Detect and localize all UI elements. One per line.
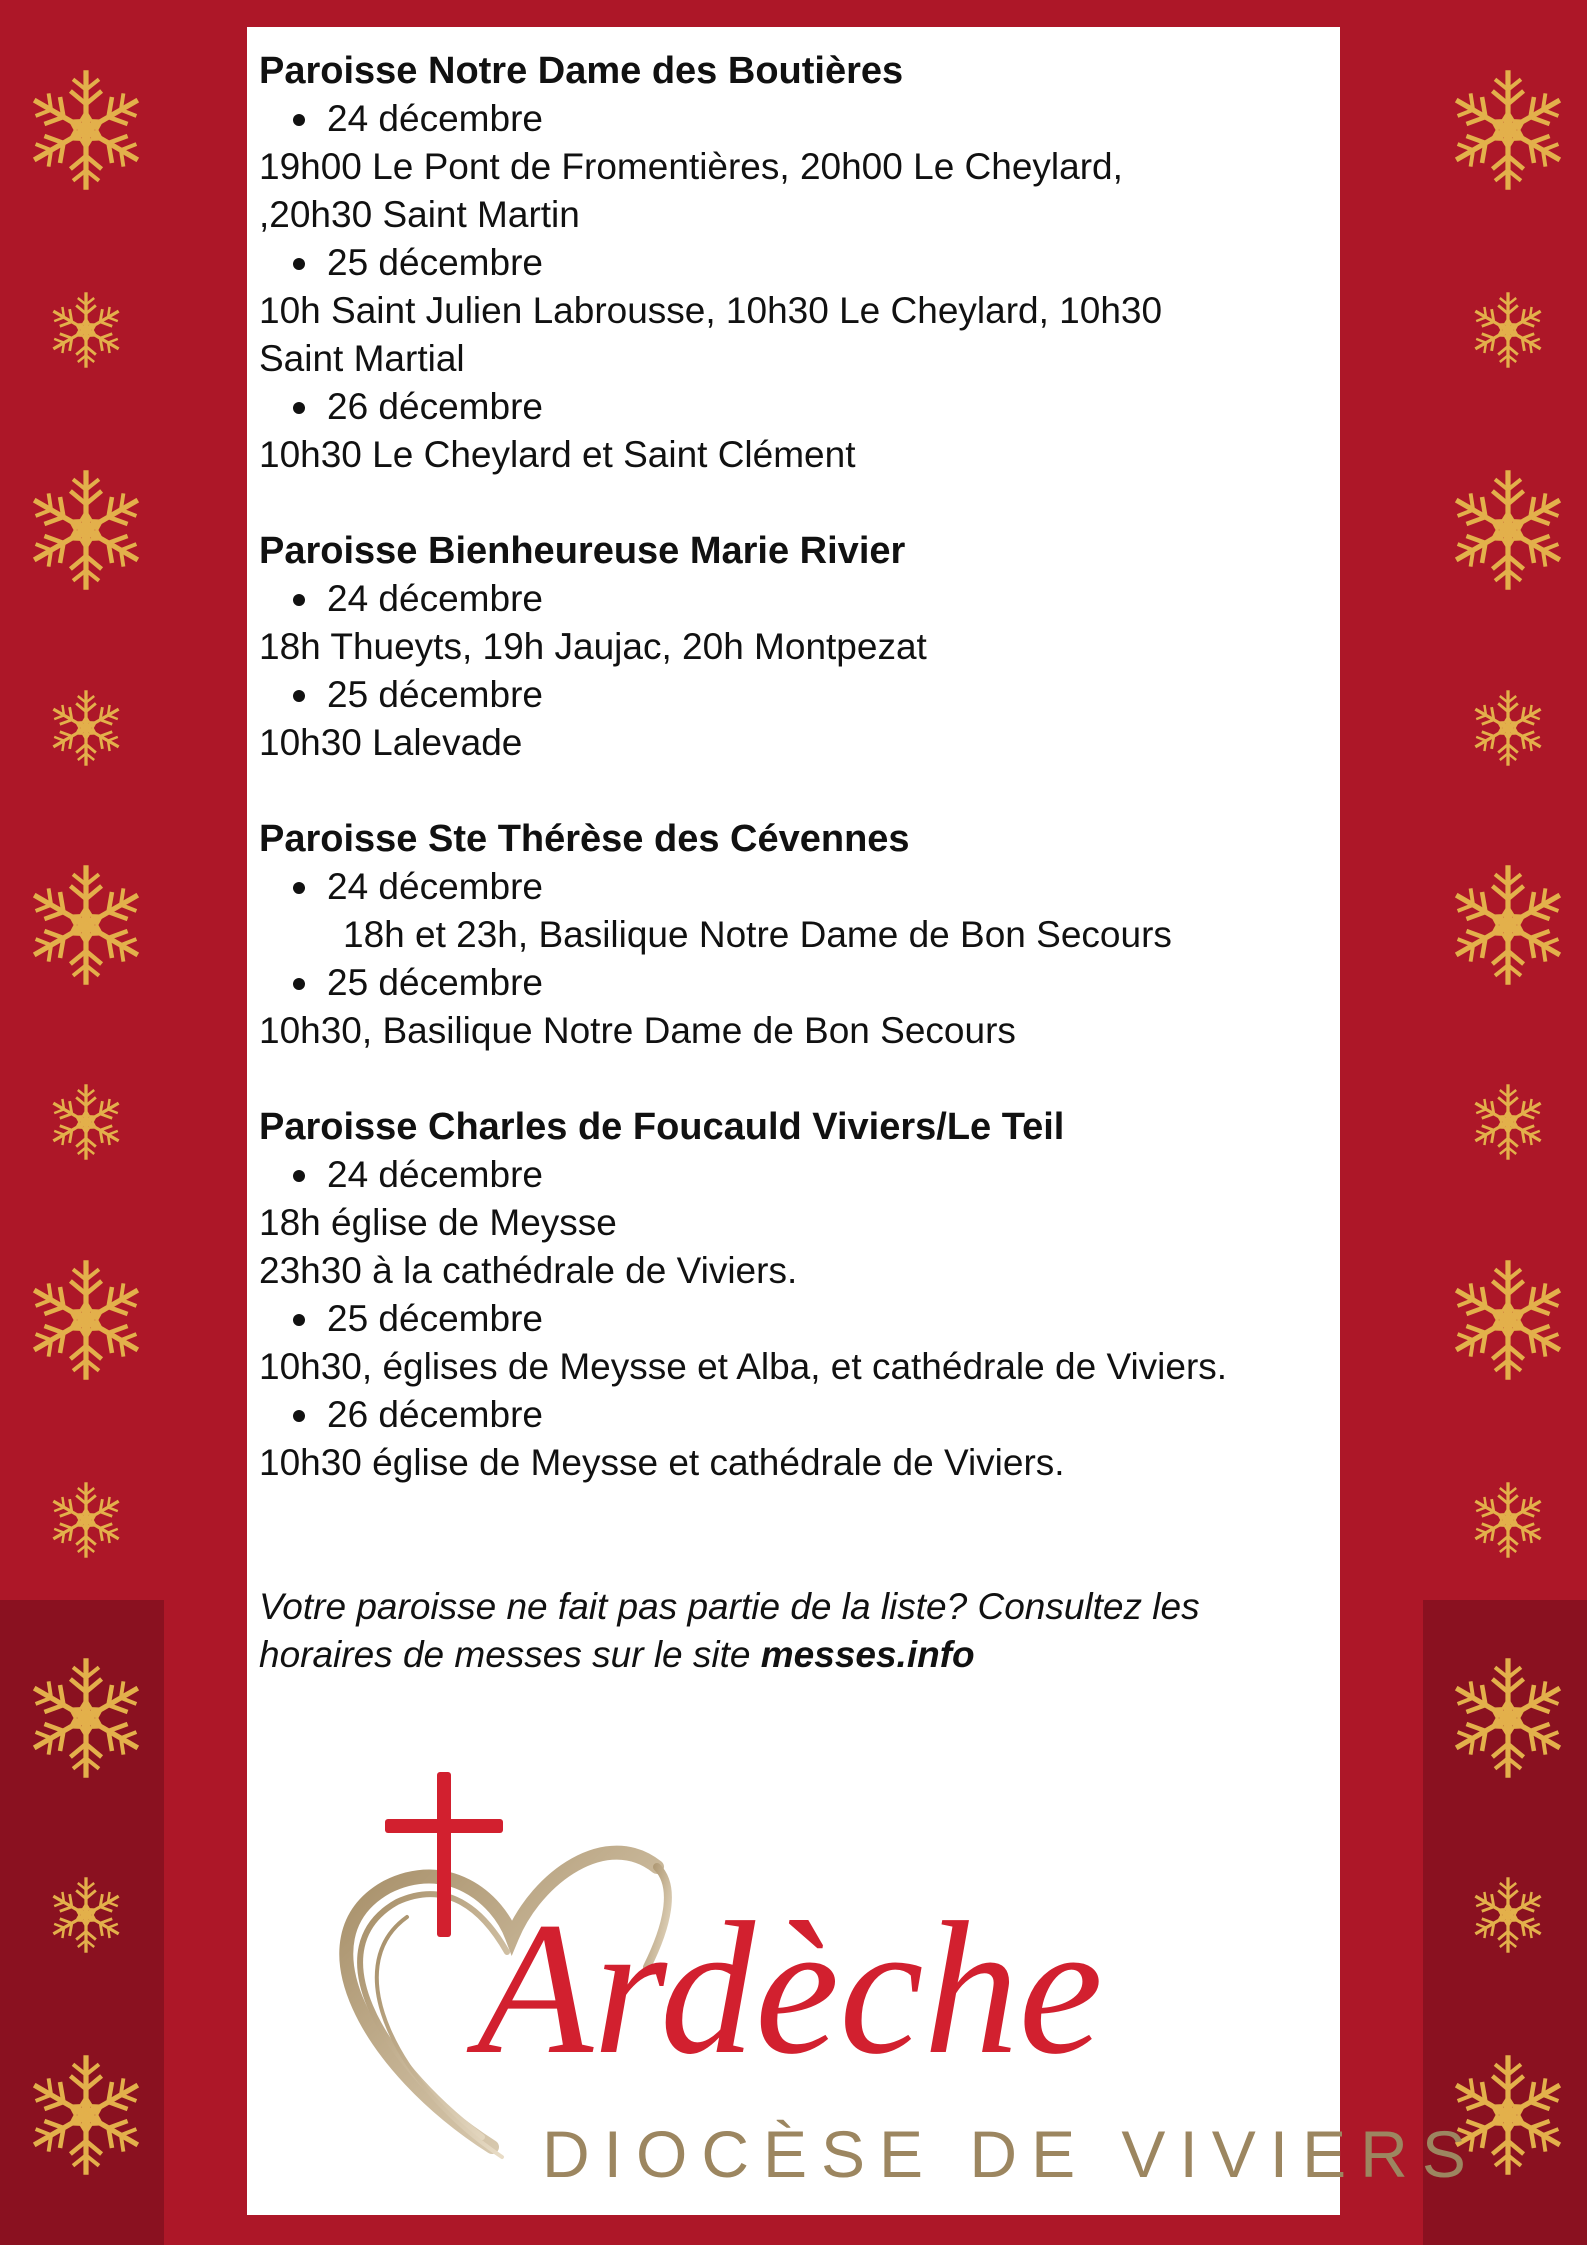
mass-time-line: 10h30, églises de Meysse et Alba, et cathédrale de Viviers. [259, 1346, 1228, 1387]
date-bullet-item: 24 décembre [259, 863, 1319, 911]
parish-name: Paroisse Notre Dame des Boutières [259, 50, 904, 92]
snowflake-icon [1443, 465, 1573, 600]
mass-schedule [259, 47, 1319, 1679]
snowflake-icon [21, 1653, 151, 1788]
site-name: messes.info [760, 1634, 975, 1675]
snowflake-icon [1467, 1874, 1549, 1961]
mass-time-line: 10h Saint Julien Labrousse, 10h30 Le Cheylard, 10h30 [259, 290, 1163, 331]
snowflake-icon [1443, 65, 1573, 200]
parish-section [259, 527, 1319, 767]
mass-time-line: 18h église de Meysse [259, 1202, 617, 1243]
parish-name: Paroisse Bienheureuse Marie Rivier [259, 530, 906, 572]
date-bullet-item: 24 décembre [259, 95, 1319, 143]
parish-section [259, 815, 1319, 1055]
snowflake-icon [45, 687, 127, 774]
mass-time-line: Saint Martial [259, 338, 465, 379]
diocese-logo [307, 1767, 1480, 2207]
date-bullet-item: 26 décembre [259, 383, 1319, 431]
schedule-card [247, 27, 1480, 2215]
logo-subtitle: DIOCÈSE DE VIVIERS [542, 2117, 1480, 2191]
mass-time-line: 23h30 à la cathédrale de Viviers. [259, 1250, 798, 1291]
date-bullet-item: 25 décembre [259, 239, 1319, 287]
snowflake-icon [1467, 1479, 1549, 1566]
date-bullet-item: 26 décembre [259, 1391, 1319, 1439]
date-bullet-item: 24 décembre [259, 575, 1319, 623]
snowflake-icon [21, 2050, 151, 2185]
snowflake-icon [21, 1255, 151, 1390]
snowflake-icon [21, 465, 151, 600]
snowflake-icon [21, 860, 151, 995]
date-bullet-item: 24 décembre [259, 1151, 1319, 1199]
date-bullet-item: 25 décembre [259, 671, 1319, 719]
mass-time-line: 19h00 Le Pont de Fromentières, 20h00 Le Cheylard, [259, 146, 1123, 187]
snowflake-icon [1443, 1653, 1573, 1788]
note-line-1: Votre paroisse ne fait pas partie de la liste? Consultez les [259, 1586, 1200, 1627]
snowflake-icon [45, 1874, 127, 1961]
snowflake-icon [21, 65, 151, 200]
snowflake-icon [1467, 289, 1549, 376]
logo-title: Ardèche [477, 1884, 1103, 2094]
parish-section [259, 1103, 1319, 1487]
snowflake-icon [1443, 860, 1573, 995]
snowflake-icon [45, 289, 127, 376]
parish-section [259, 47, 1319, 479]
mass-time-line: 18h Thueyts, 19h Jaujac, 20h Montpezat [259, 626, 927, 667]
mass-time-line: 10h30 église de Meysse et cathédrale de Viviers. [259, 1442, 1065, 1483]
snowflake-icon [1443, 1255, 1573, 1390]
footer-note [259, 1583, 1319, 1679]
mass-time-line: 10h30, Basilique Notre Dame de Bon Secours [259, 1010, 1016, 1051]
snowflake-icon [1467, 687, 1549, 774]
mass-time-line: 18h et 23h, Basilique Notre Dame de Bon Secours [343, 914, 1172, 955]
snowflake-icon [45, 1479, 127, 1566]
snowflake-icon [45, 1081, 127, 1168]
mass-time-line: ,20h30 Saint Martin [259, 194, 580, 235]
parish-name: Paroisse Charles de Foucauld Viviers/Le Teil [259, 1106, 1065, 1148]
mass-time-line: 10h30 Lalevade [259, 722, 523, 763]
date-bullet-item: 25 décembre [259, 959, 1319, 1007]
mass-time-line: 10h30 Le Cheylard et Saint Clément [259, 434, 856, 475]
parish-name: Paroisse Ste Thérèse des Cévennes [259, 818, 910, 860]
date-bullet-item: 25 décembre [259, 1295, 1319, 1343]
note-line-2: horaires de messes sur le site [259, 1634, 761, 1675]
snowflake-icon [1467, 1081, 1549, 1168]
